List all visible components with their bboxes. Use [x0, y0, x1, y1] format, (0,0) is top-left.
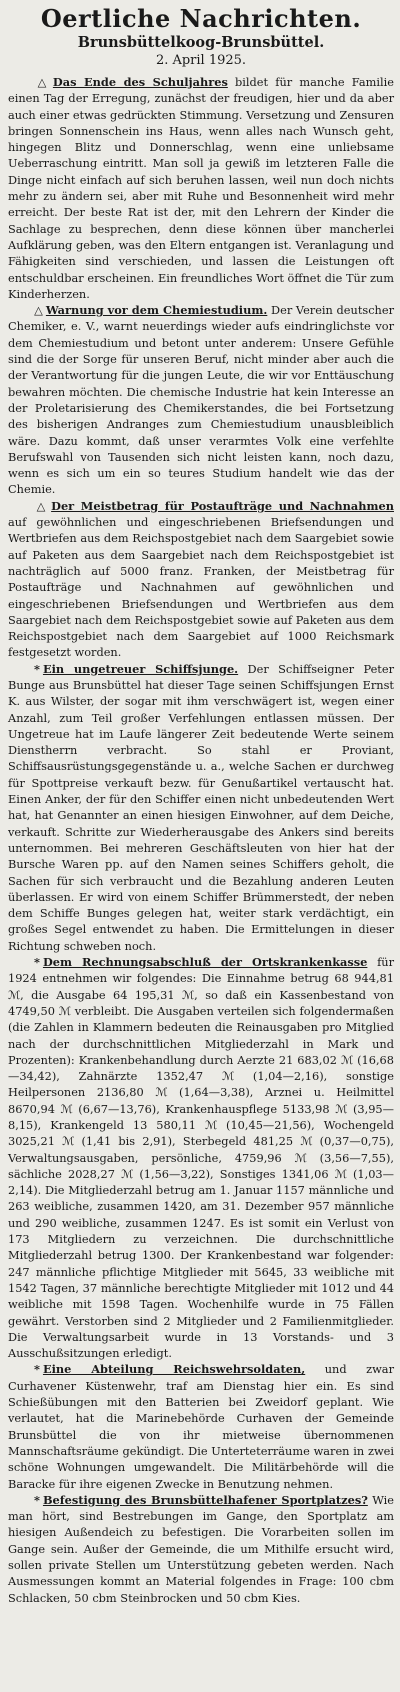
article-schiffsjunge — [8, 661, 394, 954]
section-title: Oertliche Nachrichten. — [40, 4, 362, 33]
article-body: auf gewöhnlichen und eingeschriebenen Briefsendungen und Wertbriefen aus dem Reichspostgebiet nach dem Saargebiet sowie auf Paketen aus dem Saargebiet nach dem Reichspostgebiet ist nachträglich auf 5000 franz. Franken, der Meistbetrag für Postaufträge und Nachnahmen auf gewöhnlichen und eingeschriebenen Briefsendungen und Wertbriefen aus dem Saargebiet nach dem Reichspostgebiet sowie auf Paketen aus dem Reichspostgebiet nach dem Saargebiet auf 1000 Reichsmark festgesetzt worden. — [8, 515, 394, 660]
article-body: für 1924 entnehmen wir folgendes: Die Einnahme betrug 68 944,81 ℳ, die Ausgabe 64 195,31 ℳ, so daß ein Kassenbestand von 4749,50 ℳ verbleibt. Die Ausgaben verteilen sich folgendermaßen (die Zahlen in Klammern bedeuten die Reinausgaben pro Mitglied nach der durchschnittlichen Mitgliederzahl in Mark und Prozenten): Krankenbehandlung durch Aerzte 21 683,02 ℳ (16,68—34,42), Zahnärzte 1352,47 ℳ (1,04—2,16), sonstige Heilpersonen 2136,80 ℳ (1,64—3,38), Arznei u. Heilmittel 8670,94 ℳ (6,67—13,76), Krankenhauspflege 5133,98 ℳ (3,95—8,15), Krankengeld 13 580,11 ℳ (10,45—21,56), Wochengeld 3025,21 ℳ (1,41 bis 2,91), Sterbegeld 481,25 ℳ (0,37—0,75), Verwaltungsausgaben, persönliche, 4759,96 ℳ (3,56—7,55), sächliche 2028,27 ℳ (1,56—3,22), Sonstiges 1341,06 ℳ (1,03—2,14). Die Mitgliederzahl betrug am 1. Januar 1157 männliche und 263 weibliche, zusammen 1420, am 31. Dezember 957 männliche und 290 weibliche, zusammen 1247. Es ist somit ein Verlust von 173 Mitgliedern zu verzeichnen. Die durchschnittliche Mitgliederzahl betrug 1300. Der Krankenbestand war folgender: 247 männliche pflichtige Mitglieder mit 5645, 33 weibliche mit 1542 Tagen, 37 männliche berechtigte Mitglieder mit 1012 und 44 weibliche mit 1598 Tagen. Wochenhilfe wurde in 75 Fällen gewährt. Verstorben sind 2 Mitglieder und 2 Familienmitglieder. Die Verwaltungsarbeit wurde in 13 Vorstands- und 3 Ausschußsitzungen erledigt. — [8, 955, 394, 1361]
asterisk-marker-icon: * — [34, 1492, 40, 1507]
article-ortskrankenkasse — [8, 954, 394, 1361]
article-headline: Eine Abteilung Reichswehrsoldaten, — [42, 1362, 306, 1377]
article-body: Der Verein deutscher Chemiker, e. V., warnt neuerdings wieder aufs eindringlichste vor dem Chemiestudium und betont unter anderem: Unsere Gefühle sind die der Sorge für unseren Beruf, nicht minder aber auch die der Verantwortung für die jungen Leute, die wir vor Enttäuschung bewahren möchten. Die chemische Industrie hat kein Interesse an der Proletarisierung des Chemikerstandes, die bei Fortsetzung des bisherigen Andranges zum Chemiestudium unausbleiblich wäre. Dazu kommt, daß unser verarmtes Volk eine verfehlte Berufswahl von Tausenden sich nicht leisten kann, noch dazu, wenn es sich um ein so teures Studium handelt wie das der Chemie. — [8, 303, 394, 497]
article-schuljahr — [8, 74, 394, 302]
section-date: 2. April 1925. — [155, 53, 247, 68]
article-body: Der Schiffseigner Peter Bunge aus Brunsbüttel hat dieser Tage seinen Schiffsjungen Ernst K. aus Wilster, der sogar mit ihm verschwägert ist, wegen einer Anzahl, zum Teil großer Verfehlungen entlassen müssen. Der Ungetreue hat im Laufe längerer Zeit bedeutende Werte seinem Dienstherrn verbracht. So stahl er Proviant, Schiffsausrüstungsgegenstände u. a., welche Sachen er durchweg für Spottpreise verkauft bezw. für Genußartikel vertauscht hat. Einen Anker, der für den Schiffer einen nicht unbedeutenden Wert hat, hat Genannter an einen hiesigen Einwohner, auf dem Deiche, verkauft. Schritte zur Wiederherausgabe des Ankers sind bereits unternommen. Bei mehreren Geschäftsleuten von hier hat der Bursche Waren pp. auf den Namen seines Schiffers geholt, die Sachen für sich verbraucht und die Bezahlung anderen Leuten überlassen. Er wird von einem Schiffer Brümmerstedt, der neben dem Schiffe Bunges gelegen hat, weiter stark verdächtigt, ein großes Segel entwendet zu haben. Die Ermittelungen in dieser Richtung schweben noch. — [8, 661, 394, 953]
asterisk-marker-icon: * — [34, 955, 40, 970]
article-body: bildet für manche Familie einen Tag der Erregung, zunächst der freudigen, hier und da aber auch einer etwas gedrückten Stimmung. Versetzung und Zensuren bringen Sonnenschein ins Haus, wenn alles nach Wunsch geht, hingegen Blitz und Donnerschlag, wenn eine unliebsame Ueberraschung eintritt. Man soll ja gewiß im letzteren Falle die Dinge nicht einfach auf sich beruhen lassen, weil nun doch nichts mehr zu ändern sei, aber mit Ruhe und Besonnenheit wird mehr erreicht. Der beste Rat ist der, mit den Lehrern der Kinder die Sachlage zu besprechen, denn diese können über mancherlei Aufklärung geben, was den Eltern entgangen ist. Veranlagung und Fähigkeiten sind verschieden, und lassen die Leistungen oft entschuldbar erscheinen. Ein freundliches Wort öffnet die Tür zum Kinderherzen. — [8, 75, 394, 301]
article-headline: Dem Rechnungsabschluß der Ortskrankenkasse — [42, 955, 368, 970]
triangle-marker-icon: △ — [34, 498, 49, 513]
article-headline: Warnung vor dem Chemiestudium. — [45, 303, 268, 318]
article-postauftraege — [8, 498, 394, 661]
article-sportplatz — [8, 1492, 394, 1606]
triangle-marker-icon: △ — [34, 303, 43, 318]
article-body: Wie man hört, sind Bestrebungen im Gange, den Sportplatz am hiesigen Außendeich zu befestigen. Die Vorarbeiten sollen im Gange sein. Außer der Gemeinde, die um Mithilfe ersucht wird, sollen private Stellen um Unterstützung gebeten werden. Nach Ausmessungen kommt an Material folgendes in Frage: 100 cbm Schlacken, 50 cbm Steinbrocken und 50 cbm Kies. — [8, 1492, 394, 1605]
asterisk-marker-icon: * — [34, 1362, 40, 1377]
article-body: und zwar Curhavener Küstenwehr, traf am Dienstag hier ein. Es sind Schießübungen mit den Batterien bei Zweidorf geplant. Wie verlautet, hat die Marinebehörde Curhaven der Gemeinde Brunsbüttel die von ihr mietweise übernommenen Mannschaftsräume gekündigt. Die Unterteterräume waren in zwei schöne Wohnungen umgewandelt. Die Militärbehörde will die Baracke für ihre eigenen Zwecke in Benutzung nehmen. — [8, 1362, 394, 1491]
asterisk-marker-icon: * — [34, 661, 40, 676]
article-headline: Das Ende des Schuljahres — [52, 75, 228, 89]
article-headline: Der Meistbetrag für Postaufträge und Nachnahmen — [51, 498, 394, 513]
article-list — [8, 74, 394, 1606]
article-headline: Befestigung des Brunsbüttelhafener Sportplatzes? — [42, 1492, 368, 1507]
article-chemiestudium — [8, 302, 394, 498]
section-subtitle: Brunsbüttelkoog-Brunsbüttel. — [77, 34, 325, 51]
triangle-marker-icon: △ — [34, 75, 50, 89]
article-reichswehr — [8, 1361, 394, 1491]
article-headline: Ein ungetreuer Schiffsjunge. — [42, 661, 239, 676]
